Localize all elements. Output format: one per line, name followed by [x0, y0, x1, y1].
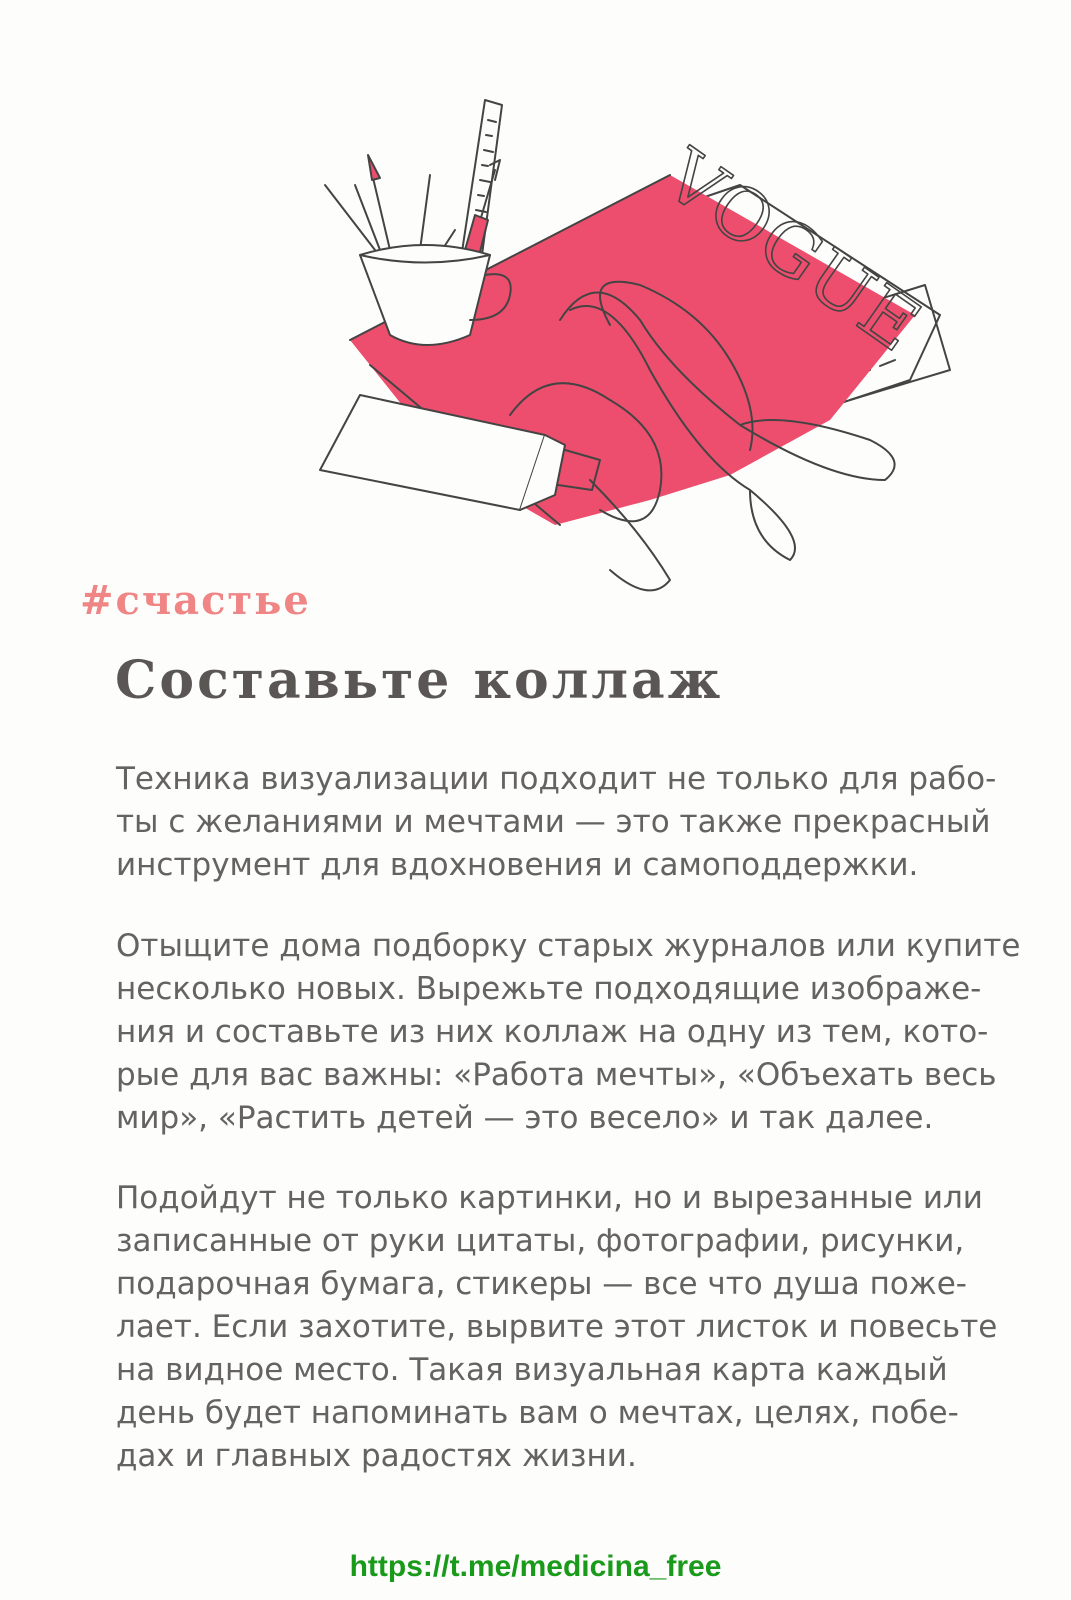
magazine-title: VOGUE [650, 133, 937, 369]
paragraph-line: ния и составьте из них коллаж на одну из тем, кото- [116, 1014, 989, 1050]
paragraph-line: рые для вас важны: «Работа мечты», «Объехать весь [116, 1057, 997, 1093]
paragraph-line: подарочная бумага, стикеры — все что душа поже- [116, 1266, 967, 1302]
paragraph-line: записанные от руки цитаты, фотографии, рисунки, [116, 1223, 965, 1259]
paragraph-line: дах и главных радостях жизни. [116, 1438, 637, 1474]
paragraph-visualization [116, 758, 997, 887]
paragraph-magazines [116, 925, 1021, 1140]
collage-supplies-illustration [310, 70, 970, 610]
paragraph-line: ты с желаниями и мечтами — это также прекрасный [116, 804, 991, 840]
paragraph-line: инструмент для вдохновения и самоподдержки. [116, 847, 919, 883]
paragraph-line: Техника визуализации подходит не только для рабо- [116, 761, 997, 797]
paragraph-line: день будет напоминать вам о мечтах, целях, побе- [116, 1395, 959, 1431]
hashtag-label: #счастье [80, 577, 311, 624]
paragraph-line: Отыщите дома подборку старых журналов или купите [116, 928, 1021, 964]
telegram-link[interactable]: https://t.me/medicina_free [349, 1550, 722, 1583]
paragraph-line: мир», «Растить детей — это весело» и так далее. [116, 1100, 934, 1136]
paragraph-line: Подойдут не только картинки, но и вырезанные или [116, 1180, 983, 1216]
paragraph-materials [116, 1177, 998, 1478]
paragraph-line: на видное место. Такая визуальная карта каждый [116, 1352, 948, 1388]
paragraph-line: лает. Если захотите, вырвите этот листок и повесьте [116, 1309, 998, 1345]
paragraph-line: несколько новых. Вырежьте подходящие изображе- [116, 971, 982, 1007]
page-title: Составьте коллаж [115, 650, 724, 711]
